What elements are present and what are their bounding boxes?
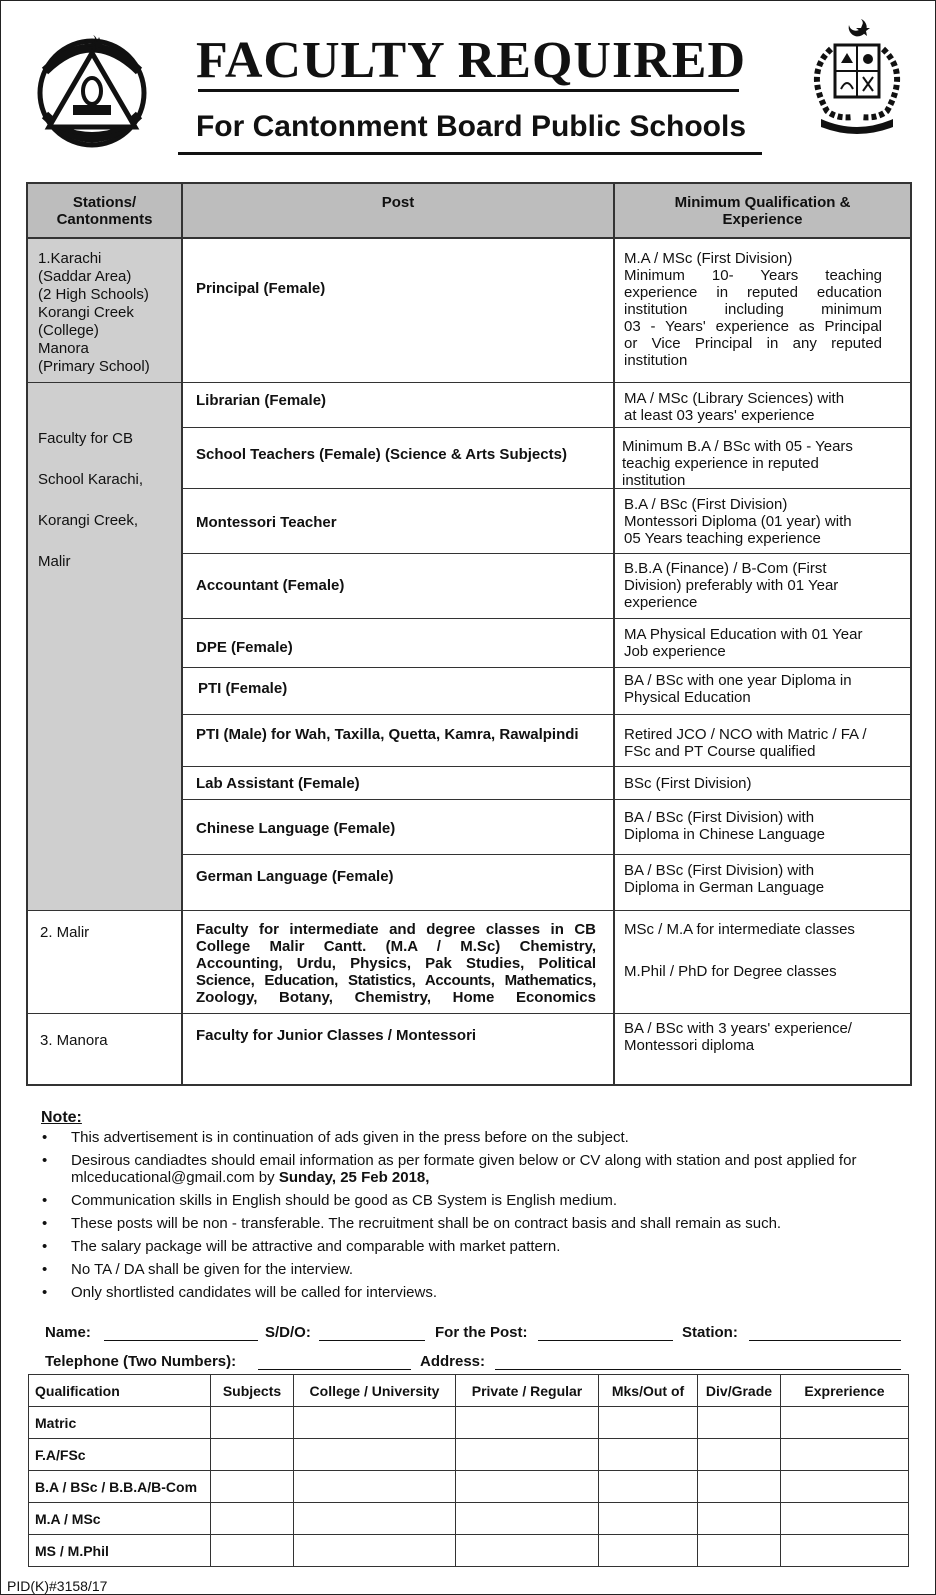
address-label: Address: [420, 1353, 486, 1370]
list-item: • Only shortlisted candidates will be called for interviews. [42, 1284, 437, 1301]
station-field[interactable] [749, 1340, 901, 1341]
qual-librarian: MA / MSc (Library Sciences) with at least 03 years' experience [624, 390, 845, 424]
vacancy-table [26, 182, 912, 1086]
row-divider [183, 553, 910, 554]
subtitle-underline [178, 152, 762, 155]
column-divider [613, 184, 615, 1084]
form-cell[interactable] [294, 1439, 456, 1471]
form-cell[interactable] [456, 1439, 599, 1471]
sdo-label: S/D/O: [265, 1324, 311, 1341]
qual-school-teachers: Minimum B.A / BSc with 05 - Years teachig experience in reputed institution [622, 438, 853, 489]
cantonment-board-emblem-icon [23, 31, 161, 149]
qual-dpe: MA Physical Education with 01 Year Job experience [624, 626, 863, 660]
row-divider [28, 382, 910, 383]
header-qualification: Minimum Qualification & Experience [615, 184, 910, 237]
address-field[interactable] [495, 1369, 901, 1370]
form-cell[interactable] [599, 1535, 698, 1567]
post-montessori-teacher: Montessori Teacher [196, 514, 337, 531]
table-row [29, 1407, 909, 1439]
row-label: Matric [29, 1407, 211, 1439]
row-label: M.A / MSc [29, 1503, 211, 1535]
station-faculty-cb: Faculty for CB School Karachi, Korangi Creek, Malir [38, 430, 144, 570]
form-cell[interactable] [294, 1503, 456, 1535]
sdo-field[interactable] [319, 1340, 425, 1341]
form-cell[interactable] [211, 1407, 294, 1439]
qual-junior-classes: BA / BSc with 3 years' experience/ Montessori diploma [624, 1020, 852, 1054]
header-stations: Stations/ Cantonments [28, 184, 181, 237]
col-qualification: Qualification [29, 1375, 211, 1407]
row-label: MS / M.Phil [29, 1535, 211, 1567]
row-label: B.A / BSc / B.B.A/B-Com [29, 1471, 211, 1503]
list-item: • These posts will be non - transferable. The recruitment shall be on contract basis and shall remain as such. [42, 1215, 782, 1232]
notes-list [39, 1129, 909, 1307]
form-cell[interactable] [599, 1471, 698, 1503]
form-cell[interactable] [698, 1503, 781, 1535]
form-cell[interactable] [599, 1407, 698, 1439]
col-division: Div/Grade [698, 1375, 781, 1407]
qual-intermediate: MSc / M.A for intermediate classes [624, 921, 855, 938]
station-malir: 2. Malir [40, 924, 90, 941]
form-cell[interactable] [456, 1471, 599, 1503]
form-cell[interactable] [698, 1439, 781, 1471]
form-cell[interactable] [698, 1407, 781, 1439]
table-row [29, 1535, 909, 1567]
row-divider [183, 854, 910, 855]
qual-principal: M.A / MSc (First Division) Minimum 10- Years teaching experience in reputed education institution including minimum 03 - Years' experience as Principal or Vice Principal in any reputed institution [624, 250, 882, 369]
post-field[interactable] [538, 1340, 673, 1341]
form-cell[interactable] [781, 1407, 909, 1439]
list-item: • No TA / DA shall be given for the interview. [42, 1261, 354, 1278]
page-subtitle: For Cantonment Board Public Schools [195, 110, 747, 143]
station-manora: 3. Manora [40, 1032, 108, 1049]
qual-degree: M.Phil / PhD for Degree classes [624, 963, 837, 980]
row-divider [28, 910, 910, 911]
form-cell[interactable] [211, 1439, 294, 1471]
form-cell[interactable] [456, 1503, 599, 1535]
post-principal: Principal (Female) [196, 280, 326, 297]
qual-lab-assistant: BSc (First Division) [624, 775, 752, 792]
table-header-row [29, 1375, 909, 1407]
table-row [29, 1439, 909, 1471]
column-divider [181, 184, 183, 1084]
name-field[interactable] [104, 1340, 258, 1341]
row-divider [28, 237, 910, 239]
form-cell[interactable] [211, 1535, 294, 1567]
form-cell[interactable] [599, 1439, 698, 1471]
form-cell[interactable] [456, 1407, 599, 1439]
col-subjects: Subjects [211, 1375, 294, 1407]
row-divider [183, 427, 910, 428]
post-school-teachers: School Teachers (Female) (Science & Arts Subjects) [196, 446, 567, 463]
qual-pti-male: Retired JCO / NCO with Matric / FA / FSc and PT Course qualified [624, 726, 867, 760]
form-cell[interactable] [781, 1471, 909, 1503]
row-divider [183, 714, 910, 715]
telephone-field[interactable] [258, 1369, 411, 1370]
list-item: • The salary package will be attractive and comparable with market pattern. [42, 1238, 561, 1255]
post-pti-male: PTI (Male) for Wah, Taxilla, Quetta, Kamra, Rawalpindi [196, 726, 579, 743]
row-label: F.A/FSc [29, 1439, 211, 1471]
qual-pti-female: BA / BSc with one year Diploma in Physical Education [624, 672, 852, 706]
name-label: Name: [45, 1324, 91, 1341]
post-german-language: German Language (Female) [196, 868, 394, 885]
table-row [29, 1471, 909, 1503]
form-cell[interactable] [211, 1471, 294, 1503]
post-intermediate-degree-faculty: Faculty for intermediate and degree classes in CB College Malir Cantt. (M.A / M.Sc) Chemistry, Accounting, Urdu, Physics, Pak Studies, Political Science, Education, Statistics, Accounts, Mathematics, Zoology, Botany, Chemistry, Home Economics [196, 921, 596, 1006]
station-karachi: 1.Karachi (Saddar Area) (2 High Schools) Korangi Creek (College) Manora (Primary School) [38, 250, 150, 375]
form-cell[interactable] [294, 1471, 456, 1503]
qual-chinese-language: BA / BSc (First Division) with Diploma in Chinese Language [624, 809, 825, 843]
row-divider [28, 1013, 910, 1014]
page-title: FACULTY REQUIRED [195, 32, 747, 89]
list-item: • Communication skills in English should be good as CB System is English medium. [42, 1192, 618, 1209]
col-private-regular: Private / Regular [456, 1375, 599, 1407]
state-emblem-icon [801, 19, 913, 137]
form-cell[interactable] [781, 1503, 909, 1535]
header-post: Post [183, 184, 613, 237]
row-divider [183, 766, 910, 767]
title-underline [198, 89, 739, 92]
post-librarian: Librarian (Female) [196, 392, 327, 409]
post-lab-assistant: Lab Assistant (Female) [196, 775, 360, 792]
form-cell[interactable] [698, 1471, 781, 1503]
row-divider [183, 667, 910, 668]
col-college: College / University [294, 1375, 456, 1407]
pid-number: PID(K)#3158/17 [7, 1578, 108, 1594]
col-experience: Exprerience [781, 1375, 909, 1407]
post-dpe: DPE (Female) [196, 639, 293, 656]
form-cell[interactable] [294, 1535, 456, 1567]
post-label: For the Post: [435, 1324, 528, 1341]
form-cell[interactable] [698, 1535, 781, 1567]
form-cell[interactable] [781, 1535, 909, 1567]
row-divider [183, 618, 910, 619]
post-junior-classes: Faculty for Junior Classes / Montessori [196, 1027, 477, 1044]
form-cell[interactable] [599, 1503, 698, 1535]
telephone-label: Telephone (Two Numbers): [45, 1353, 237, 1370]
table-row [29, 1503, 909, 1535]
note-heading: Note: [41, 1109, 82, 1126]
row-divider [183, 799, 910, 800]
list-item: • This advertisement is in continuation of ads given in the press before on the subject. [42, 1129, 629, 1146]
post-accountant: Accountant (Female) [196, 577, 345, 594]
list-item: • Desirous candiadtes should email information as per formate given below or CV along with station and post applied for mlceducational@gmail.com by Sunday, 25 Feb 2018, [42, 1152, 857, 1186]
deadline-date: Sunday, 25 Feb 2018, [278, 1169, 430, 1186]
post-pti-female: PTI (Female) [198, 680, 288, 697]
qualification-form-table [28, 1374, 909, 1567]
qual-montessori-teacher: B.A / BSc (First Division) Montessori Diploma (01 year) with 05 Years teaching experience [624, 496, 852, 547]
form-cell[interactable] [781, 1439, 909, 1471]
form-cell[interactable] [456, 1535, 599, 1567]
qual-accountant: B.B.A (Finance) / B-Com (First Division) preferably with 01 Year experience [624, 560, 839, 611]
qual-german-language: BA / BSc (First Division) with Diploma in German Language [624, 862, 825, 896]
form-cell[interactable] [211, 1503, 294, 1535]
form-cell[interactable] [294, 1407, 456, 1439]
post-chinese-language: Chinese Language (Female) [196, 820, 396, 837]
col-marks: Mks/Out of [599, 1375, 698, 1407]
station-label: Station: [682, 1324, 738, 1341]
